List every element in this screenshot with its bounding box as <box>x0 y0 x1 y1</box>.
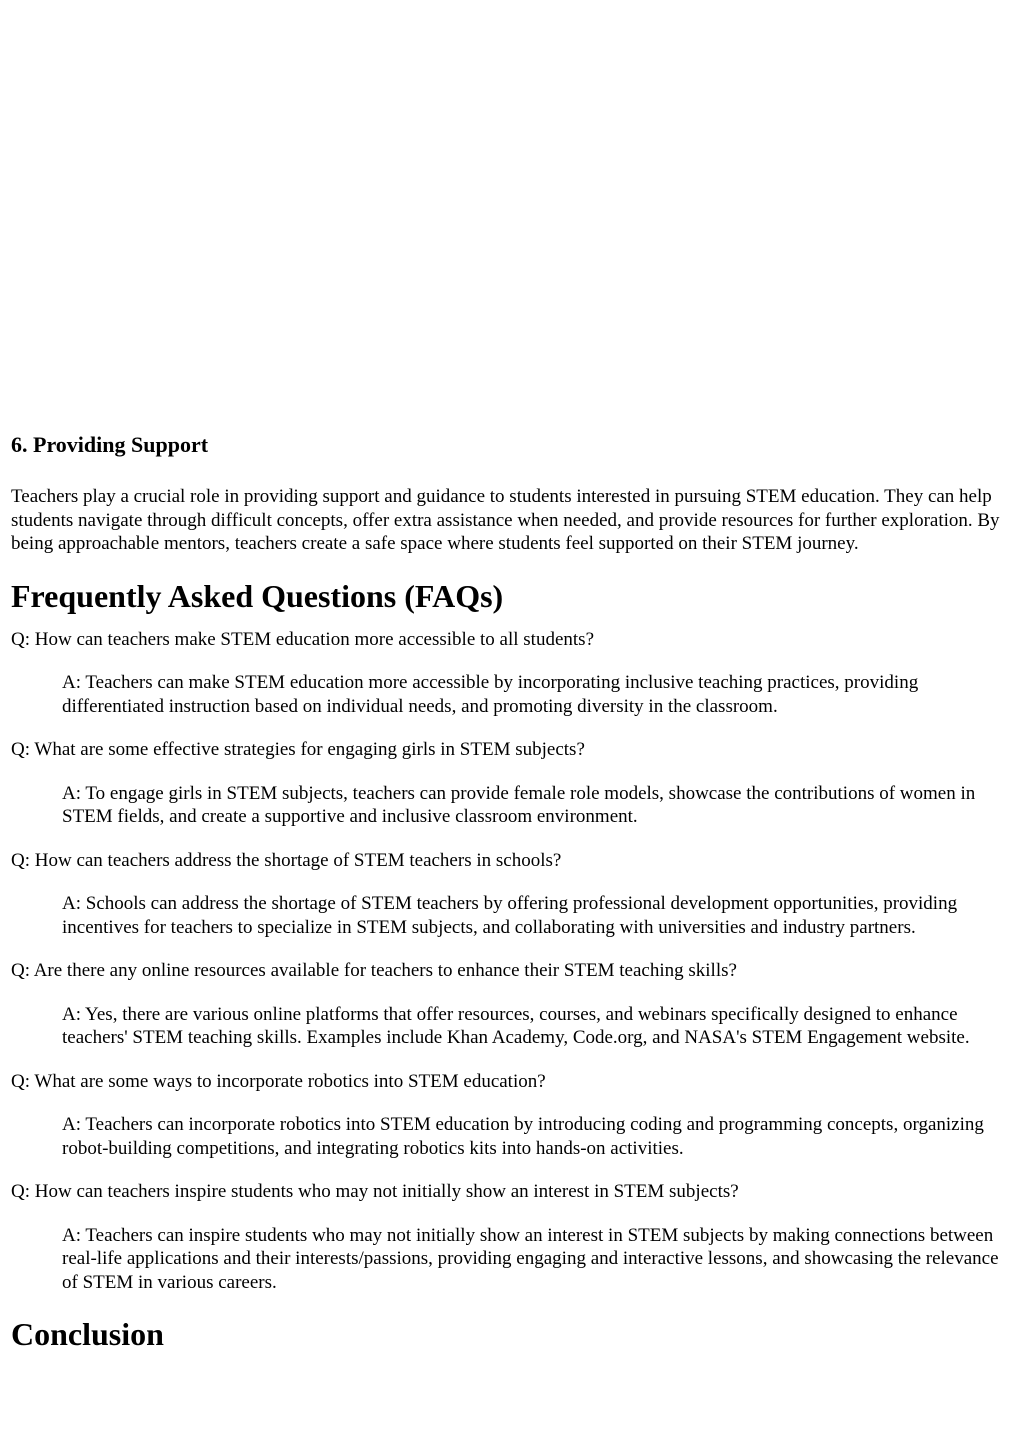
faq-item <box>11 738 1006 829</box>
conclusion-heading: Conclusion <box>11 1316 164 1352</box>
faq-answer: A: Teachers can make STEM education more accessible by incorporating inclusive teaching practices, providing differentiated instruction based on individual needs, and promoting diversity in the classroom. <box>62 672 919 717</box>
faq-item <box>11 628 1006 719</box>
section-heading: 6. Providing Support <box>11 432 209 457</box>
faq-question: Q: How can teachers make STEM education more accessible to all students? <box>11 628 594 650</box>
faq-item <box>11 1180 1006 1294</box>
faq-item <box>11 1070 1006 1161</box>
faq-answer: A: Teachers can incorporate robotics into STEM education by introducing coding and programming concepts, organizing robot-building competitions, and integrating robotics kits into hands-on activities. <box>62 1114 984 1159</box>
faq-question: Q: What are some ways to incorporate robotics into STEM education? <box>11 1070 546 1092</box>
document-page <box>11 429 1006 1354</box>
faq-answer: A: To engage girls in STEM subjects, teachers can provide female role models, showcase the contributions of women in STEM fields, and create a supportive and inclusive classroom environment. <box>62 782 976 827</box>
faq-question: Q: Are there any online resources available for teachers to enhance their STEM teaching skills? <box>11 960 737 981</box>
faq-question: Q: How can teachers address the shortage of STEM teachers in schools? <box>11 849 562 871</box>
faq-question: Q: How can teachers inspire students who may not initially show an interest in STEM subjects? <box>11 1181 739 1202</box>
faq-heading: Frequently Asked Questions (FAQs) <box>11 577 504 614</box>
faq-item <box>11 959 1006 1050</box>
faq-answer: A: Yes, there are various online platforms that offer resources, courses, and webinars specifically designed to enhance teachers' STEM teaching skills. Examples include Khan Academy, Code.org, and NASA's STEM Engagement website. <box>62 1003 970 1048</box>
faq-question: Q: What are some effective strategies for engaging girls in STEM subjects? <box>11 739 585 760</box>
faq-item <box>11 849 1006 940</box>
faq-answer: A: Schools can address the shortage of STEM teachers by offering professional development opportunities, providing incentives for teachers to specialize in STEM subjects, and collaborating with universities and industry partners. <box>62 893 958 938</box>
faq-list <box>11 628 1006 1295</box>
section-paragraph: Teachers play a crucial role in providing support and guidance to students interested in pursuing STEM education. They can help students navigate through difficult concepts, offer extra assistance when needed, and provide resources for further exploration. By being approachable mentors, teachers create a safe space where students feel supported on their STEM journey. <box>11 486 1000 554</box>
faq-answer: A: Teachers can inspire students who may not initially show an interest in STEM subjects by making connections between real-life applications and their interests/passions, providing engaging and interactive lessons, and showcasing the relevance of STEM in various careers. <box>62 1224 999 1293</box>
